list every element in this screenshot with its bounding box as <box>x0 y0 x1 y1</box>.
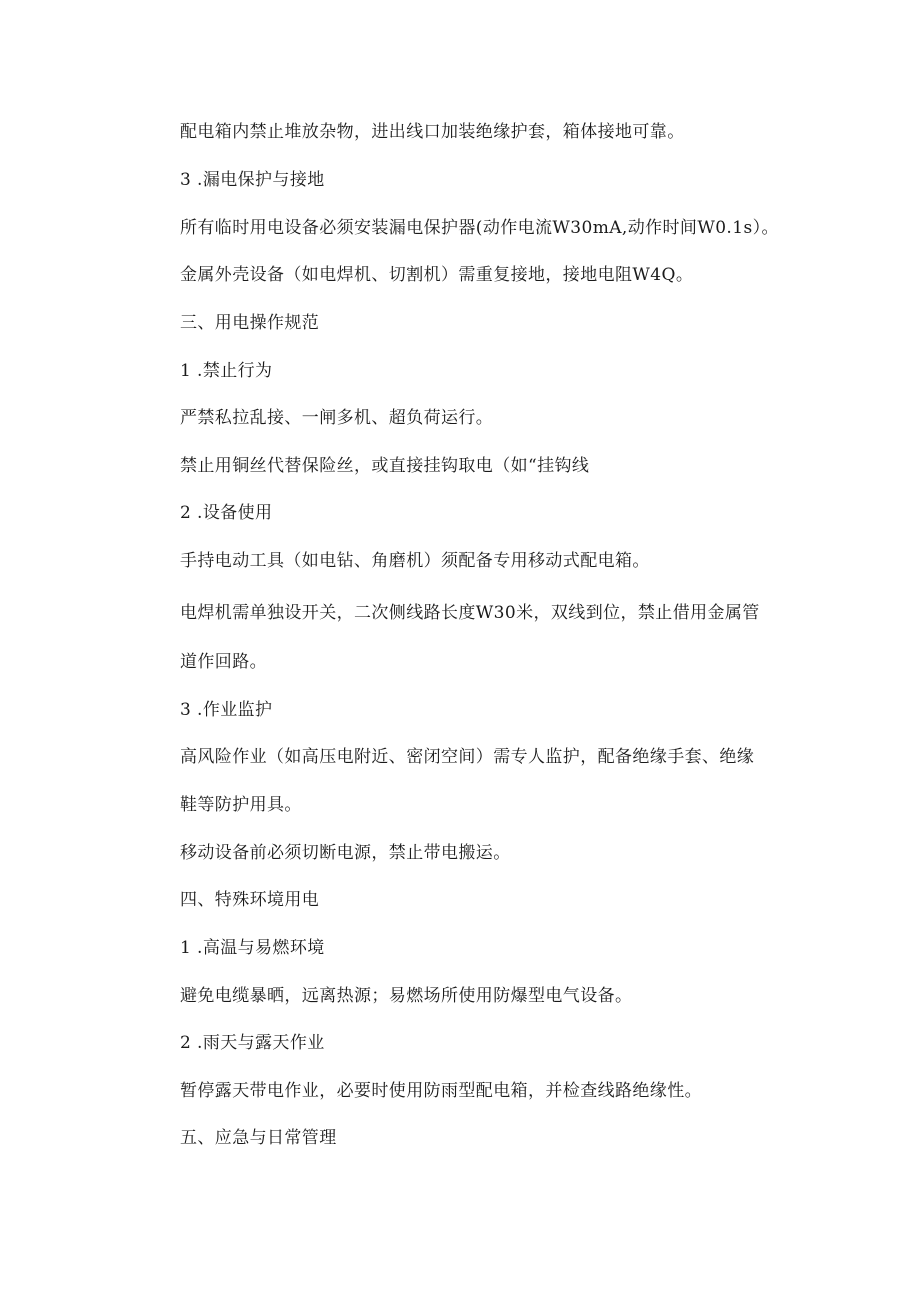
paragraph-suspend-outdoor-work: 暂停露天带电作业，必要时使用防雨型配电箱，并检查线路绝缘性。 <box>180 1081 702 1101</box>
section-heading-emergency-management: 五、应急与日常管理 <box>180 1128 337 1148</box>
subheading-rain-outdoor: 2 .雨天与露天作业 <box>180 1033 325 1053</box>
paragraph-handheld-tools: 手持电动工具（如电钻、角磨机）须配备专用移动式配电箱。 <box>180 551 650 571</box>
subheading-work-supervision: 3 .作业监护 <box>180 700 273 720</box>
paragraph-cut-power-before-moving: 移动设备前必须切断电源，禁止带电搬运。 <box>180 843 511 863</box>
paragraph-no-copper-wire: 禁止用铜丝代替保险丝，或直接挂钩取电（如“挂钩线 <box>180 456 590 476</box>
paragraph-cable-sun-exposure: 避免电缆暴晒，远离热源；易燃场所使用防爆型电气设备。 <box>180 986 633 1006</box>
paragraph-high-risk-work: 高风险作业（如高压电附近、密闭空间）需专人监护，配备绝缘手套、绝缘 <box>180 747 755 767</box>
paragraph-metal-casing-grounding: 金属外壳设备（如电焊机、切割机）需重复接地，接地电阻W4Q。 <box>180 265 694 285</box>
section-heading-operation-rules: 三、用电操作规范 <box>180 313 320 333</box>
paragraph-distribution-box: 配电箱内禁止堆放杂物，进出线口加装绝缘护套，箱体接地可靠。 <box>180 122 685 142</box>
subheading-prohibited-behavior: 1 .禁止行为 <box>180 361 273 381</box>
paragraph-no-private-wiring: 严禁私拉乱接、一闸多机、超负荷运行。 <box>180 408 494 428</box>
subheading-high-temperature: 1 .高温与易燃环境 <box>180 938 325 958</box>
paragraph-leakage-protector: 所有临时用电设备必须安装漏电保护器(动作电流W30mA,动作时间W0.1s）。 <box>180 218 779 238</box>
paragraph-high-risk-work-continued: 鞋等防护用具。 <box>180 795 302 815</box>
paragraph-welder-switch: 电焊机需单独设开关，二次侧线路长度W30米，双线到位，禁止借用金属管 <box>180 603 760 623</box>
paragraph-welder-switch-continued: 道作回路。 <box>180 652 267 672</box>
section-heading-special-environments: 四、特殊环境用电 <box>180 890 320 910</box>
subheading-leakage-protection: 3 .漏电保护与接地 <box>180 170 325 190</box>
subheading-equipment-use: 2 .设备使用 <box>180 503 273 523</box>
